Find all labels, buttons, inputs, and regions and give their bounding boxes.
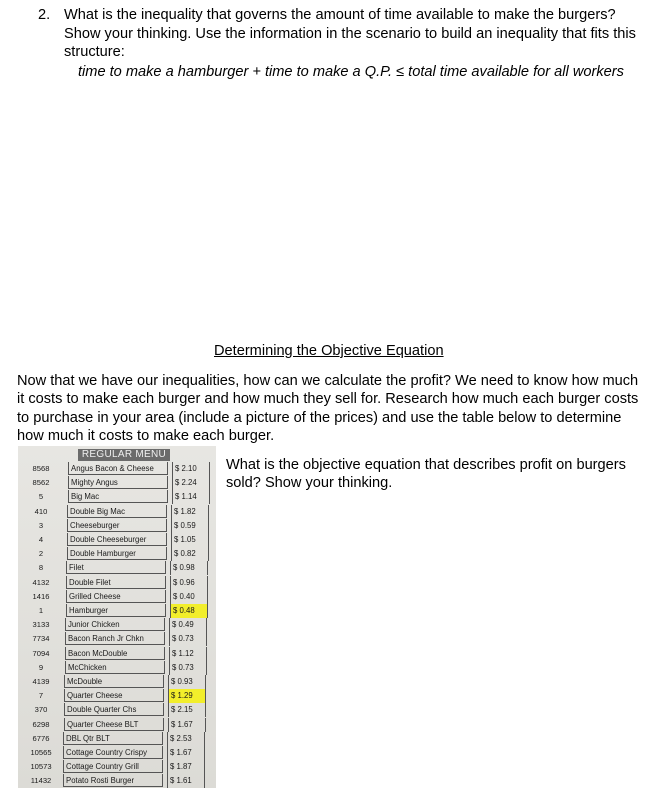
menu-item-price: $ 2.24 (172, 476, 210, 490)
menu-row (18, 462, 216, 476)
menu-item-name: Quarter Cheese BLT (64, 718, 164, 731)
menu-item-code: 10565 (30, 748, 52, 757)
menu-item-price: $ 1.12 (169, 647, 207, 661)
menu-row (18, 618, 216, 632)
menu-header: REGULAR MENU (78, 449, 170, 461)
menu-row (18, 519, 216, 533)
menu-row (18, 590, 216, 604)
question-2 (38, 6, 638, 81)
menu-item-code: 7094 (32, 648, 50, 658)
menu-item-code: 7734 (32, 634, 50, 644)
question-text: What is the inequality that governs the amount of time available to make the burgers? Show your thinking. Use the information in the scenario to build an inequality that fits this structure: (64, 7, 636, 60)
menu-item-name: Cheeseburger (67, 519, 167, 532)
menu-item-code: 7 (38, 691, 44, 701)
question-number: 2. (38, 7, 51, 23)
menu-item-name: Cottage Country Grill (63, 760, 163, 773)
menu-item-price: $ 1.82 (171, 505, 209, 519)
menu-item-price: $ 1.05 (171, 533, 209, 547)
menu-item-name: McDouble (64, 675, 164, 688)
menu-item-name: Junior Chicken (65, 618, 165, 631)
menu-item-code: 5 (38, 492, 44, 502)
menu-row (18, 746, 216, 760)
menu-item-code: 11432 (30, 776, 52, 786)
menu-item-name: Bacon Ranch Jr Chkn (65, 632, 165, 645)
menu-item-price: $ 1.29 (168, 689, 206, 703)
menu-item-price: $ 0.82 (171, 547, 209, 561)
menu-item-name: Hamburger (66, 604, 166, 617)
section-heading: Determining the Objective Equation (214, 343, 444, 359)
menu-item-price: $ 0.40 (170, 590, 208, 604)
menu-item-code: 410 (34, 506, 48, 516)
menu-item-price: $ 0.73 (169, 632, 207, 646)
menu-item-code: 4139 (32, 677, 50, 686)
menu-item-name: Mighty Angus (68, 476, 168, 489)
menu-item-price: $ 1.61 (167, 774, 205, 788)
menu-row (18, 647, 216, 661)
menu-item-code: 10573 (30, 762, 52, 772)
menu-item-code: 3 (38, 520, 44, 530)
menu-item-price: $ 0.93 (168, 675, 206, 689)
menu-item-code: 4132 (32, 577, 50, 587)
menu-row (18, 774, 216, 788)
menu-row (18, 760, 216, 774)
menu-row (18, 661, 216, 675)
menu-item-name: McChicken (65, 661, 165, 674)
menu-item-name: Cottage Country Crispy (63, 746, 163, 759)
menu-item-code: 3133 (32, 620, 50, 630)
menu-row (18, 505, 216, 519)
menu-item-price: $ 0.59 (171, 519, 209, 533)
menu-item-name: Double Big Mac (67, 505, 167, 518)
menu-row (18, 689, 216, 703)
menu-item-price: $ 1.14 (172, 490, 210, 504)
menu-row (18, 732, 216, 746)
menu-row (18, 632, 216, 646)
menu-item-price: $ 0.49 (169, 618, 207, 632)
menu-item-code: 9 (38, 662, 44, 672)
menu-item-code: 8562 (32, 478, 50, 488)
menu-row (18, 561, 216, 575)
menu-price-photo (18, 446, 216, 788)
menu-item-price: $ 0.73 (169, 661, 207, 675)
menu-item-name: Double Quarter Chs (64, 703, 164, 716)
menu-item-name: Bacon McDouble (65, 647, 165, 660)
menu-row (18, 675, 216, 689)
menu-item-name: Grilled Cheese (66, 590, 166, 603)
menu-item-code: 1 (38, 606, 44, 615)
objective-question: What is the objective equation that describes profit on burgers sold? Show your thinking. (226, 457, 626, 492)
menu-row (18, 490, 216, 504)
menu-row (18, 718, 216, 732)
menu-item-name: Double Cheeseburger (67, 533, 167, 546)
menu-item-price: $ 2.10 (172, 462, 210, 476)
menu-item-name: Filet (66, 561, 166, 574)
menu-item-price: $ 2.15 (168, 703, 206, 717)
menu-item-code: 8 (38, 563, 44, 573)
menu-row (18, 604, 216, 618)
menu-row (18, 703, 216, 717)
menu-item-name: Angus Bacon & Cheese (68, 462, 168, 475)
menu-item-price: $ 0.96 (170, 576, 208, 590)
menu-item-name: Double Hamburger (67, 547, 167, 560)
menu-item-price: $ 1.87 (167, 760, 205, 774)
menu-item-code: 370 (34, 705, 48, 715)
menu-item-code: 6298 (32, 719, 50, 729)
menu-item-price: $ 0.98 (170, 561, 208, 575)
menu-item-code: 4 (38, 535, 44, 544)
menu-row (18, 533, 216, 547)
menu-row (18, 547, 216, 561)
menu-item-code: 8568 (32, 464, 50, 473)
menu-row (18, 476, 216, 490)
menu-row (18, 576, 216, 590)
menu-item-name: Double Filet (66, 576, 166, 589)
menu-item-code: 2 (38, 549, 44, 559)
menu-item-name: Big Mac (68, 490, 168, 503)
menu-item-code: 6776 (32, 733, 50, 743)
menu-item-code: 1416 (32, 591, 50, 601)
menu-item-name: Quarter Cheese (64, 689, 164, 702)
menu-item-price: $ 0.48 (170, 604, 208, 618)
menu-item-price: $ 1.67 (167, 746, 205, 760)
section-paragraph: Now that we have our inequalities, how can we calculate the profit? We need to know how much it costs to make each burger and how much they sell for. Research how much each burger costs to purchase in your area (include a picture of the prices) and use the table below to determine how much it costs to make each burger. (17, 373, 639, 444)
menu-item-price: $ 2.53 (167, 732, 205, 746)
menu-item-name: Potato Rosti Burger (63, 774, 163, 787)
menu-item-name: DBL Qtr BLT (63, 732, 163, 745)
menu-item-price: $ 1.67 (168, 718, 206, 732)
inequality-structure: time to make a hamburger + time to make a Q.P. ≤ total time available for all workers (78, 63, 624, 80)
